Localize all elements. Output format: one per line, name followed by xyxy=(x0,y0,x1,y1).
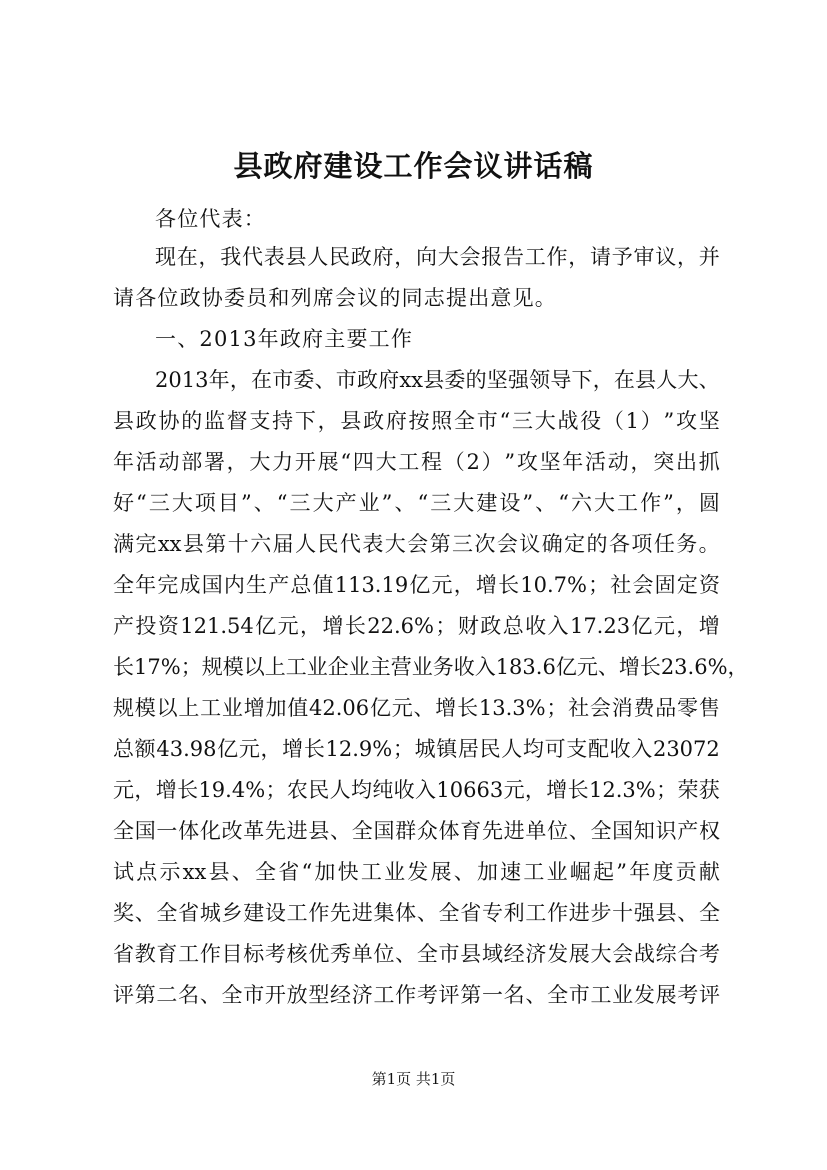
body-line: 全 国 一 体 化 改 革 先 进 县 、 全 国 群 众 体 育 先 进 单 位 、 全 国 知 识 产 权 xyxy=(113,819,720,843)
body-line: 好 “ 三 大 项 目 ” 、 “ 三 大 产 业 ” 、 “ 三 大 建 设 ” 、 “ 六 大 工 作 ” ， 圆 xyxy=(113,491,720,515)
body-line: 现 在 ， 我 代 表 县 人 民 政 府 ， 向 大 会 报 告 工 作 ， 请 予 审 议 ， 并 xyxy=(155,245,720,269)
body-line: 元 ， 增 长 19.4% ； 农 民 人 均 纯 收 入 10663 元 ， 增 长 12.3% ； 荣 获 xyxy=(113,778,720,802)
body-line: 产 投 资 121.54 亿 元 ， 增 长 22.6% ； 财 政 总 收 入 17.23 亿 元 ， 增 xyxy=(113,614,720,638)
body-line: 长 17% ； 规 模 以 上 工 业 企 业 主 营 业 务 收 入 183.6 亿 元 、 增 长 23.6% ， xyxy=(113,655,749,679)
body-line: 县 政 协 的 监 督 支 持 下 ， 县 政 府 按 照 全 市 “ 三 大 战 役 （ 1 ） ” 攻 坚 xyxy=(113,409,720,433)
body-line: 试 点 示 xx 县 、 全 省 “ 加 快 工 业 发 展 、 加 速 工 业 崛 起 ” 年 度 贡 献 xyxy=(113,860,720,884)
page-footer: 第1页 共1页 xyxy=(371,1070,456,1088)
body-line: 奖 、 全 省 城 乡 建 设 工 作 先 进 集 体 、 全 省 专 利 工 作 进 步 十 强 县 、 全 xyxy=(113,901,720,925)
body-line: 全 年 完 成 国 内 生 产 总 值 113.19 亿 元 ， 增 长 10.7% ； 社 会 固 定 资 xyxy=(113,573,720,597)
body-line: 规 模 以 上 工 业 增 加 值 42.06 亿 元 、 增 长 13.3% ； 社 会 消 费 品 零 售 xyxy=(113,696,720,720)
body-line: 评 第 二 名 、 全 市 开 放 型 经 济 工 作 考 评 第 一 名 、 全 市 工 业 发 展 考 评 xyxy=(113,983,720,1007)
document-title: 县政府建设工作会议讲话稿 xyxy=(233,149,594,183)
body-line: 请各位政协委员和列席会议的同志提出意见。 xyxy=(113,286,557,310)
body-line: 总 额 43.98 亿 元 ， 增 长 12.9% ； 城 镇 居 民 人 均 可 支 配 收 入 23072 xyxy=(113,737,720,761)
body-line: 年 活 动 部 署 ， 大 力 开 展 “ 四 大 工 程 （ 2 ） ” 攻 坚 年 活 动 ， 突 出 抓 xyxy=(113,450,720,474)
section-heading: 一、2013年政府主要工作 xyxy=(155,327,414,351)
salutation-line: 各位代表： xyxy=(155,207,266,231)
body-line: 满 完 xx 县 第 十 六 届 人 民 代 表 大 会 第 三 次 会 议 确 定 的 各 项 任 务 。 xyxy=(113,532,720,556)
body-line: 省 教 育 工 作 目 标 考 核 优 秀 单 位 、 全 市 县 域 经 济 发 展 大 会 战 综 合 考 xyxy=(113,942,720,966)
body-line: 2013 年 ， 在 市 委 、 市 政 府 xx 县 委 的 坚 强 领 导 下 ， 在 县 人 大 、 xyxy=(155,368,720,392)
